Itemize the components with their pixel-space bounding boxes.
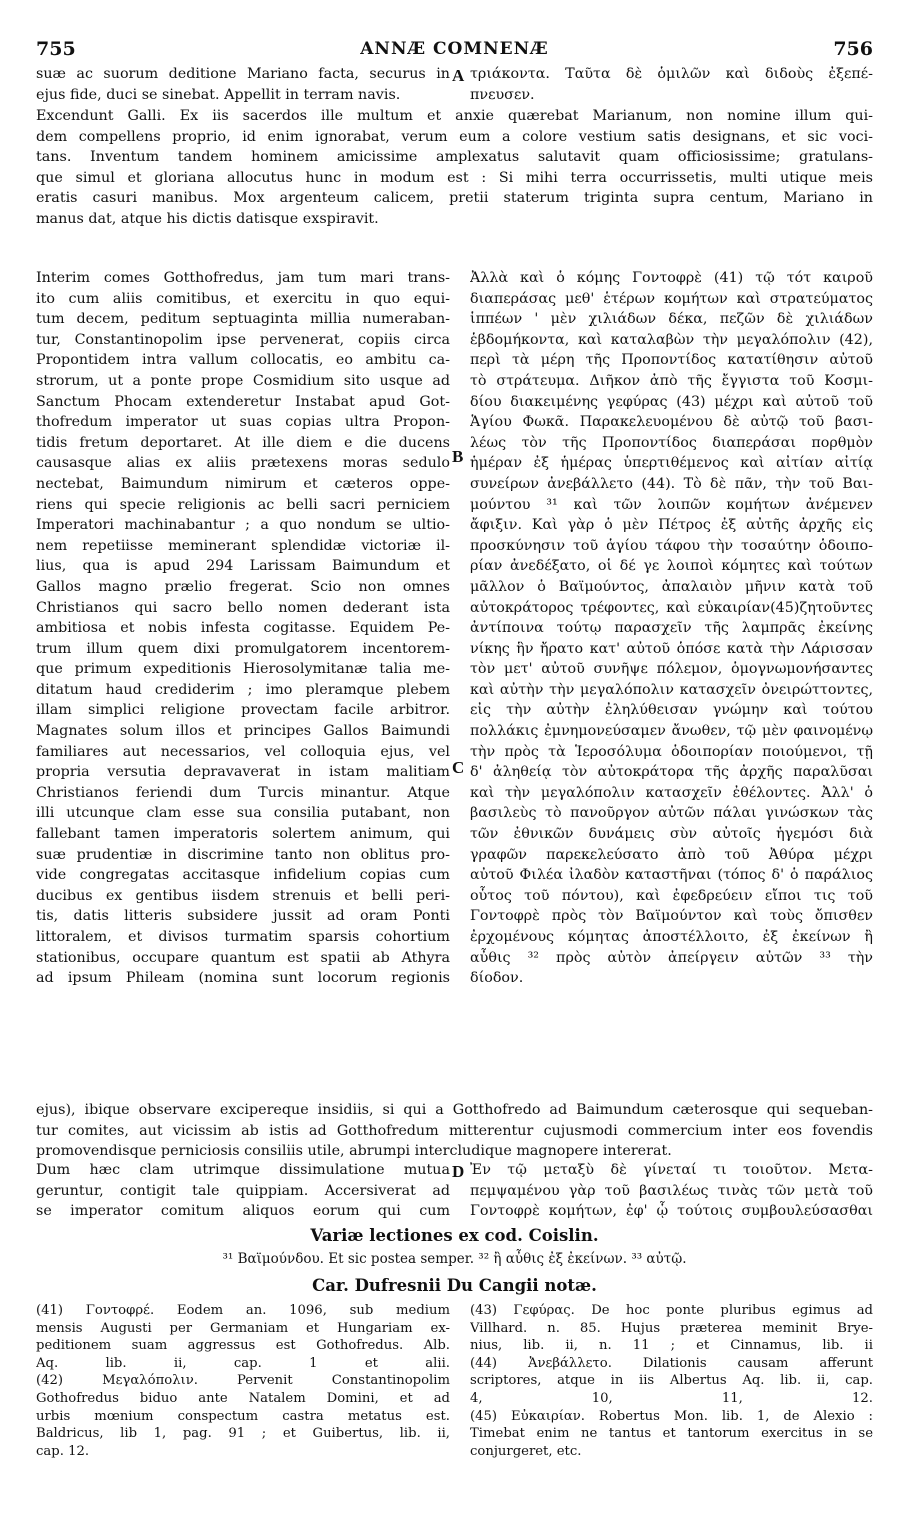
text-line: promovendisque perniciosis consiliis utile, abrumpi intercludique magnopere intererat. bbox=[36, 1143, 672, 1160]
text-line: Christianos feriendi dum Turcis minantur. Atque bbox=[36, 784, 450, 801]
text-line: nem repetiisse meminerant splendidæ victoriæ il- bbox=[36, 537, 450, 554]
text-line: cap. 12. bbox=[36, 1443, 90, 1459]
text-line: propria versutia depravaverat in istam malitiam bbox=[36, 764, 450, 781]
text-line: Magnates solum illos et principes Gallos Baimundi bbox=[36, 723, 450, 740]
text-line: τὴν πρὸς τὰ Ἱεροσόλυμα ὁδοιπορίαν ποιούμενοι, τῇ bbox=[470, 743, 873, 760]
text-line: 4, 10, 11, 12. bbox=[470, 1390, 873, 1406]
text-line: ito cum aliis comitibus, et exercitu in quo equi- bbox=[36, 290, 450, 307]
text-line: ἡμέραν ἐξ ἡμέρας ὑπερτιθέμενος καὶ αἰτίαν αἰτίᾳ bbox=[470, 455, 873, 472]
text-line: Ἐν τῷ μεταξὺ δὲ γίνεταί τι τοιοῦτον. Μετα- bbox=[470, 1162, 873, 1178]
text-line: suæ prudentiæ in discrimine tanto non oblitus pro- bbox=[36, 846, 450, 863]
text-line: αὖθις ³² πρὸς αὐτὸν ἀπείργειν αὐτῶν ³³ τὴν bbox=[470, 949, 873, 966]
text-line: γραφῶν παρεκελεύσατο ἀπὸ τοῦ Ἀθύρα μέχρι bbox=[470, 846, 873, 863]
text-line: (42) Μεγαλόπολιν. Pervenit Constantinopolim bbox=[36, 1373, 450, 1389]
text-line: ἑβδομήκοντα, καὶ καταλαβὼν τὴν μεγαλόπολιν (42), bbox=[470, 331, 873, 348]
text-line: διαπεράσας μεθ' ἑτέρων κομήτων καὶ στρατεύματος bbox=[470, 290, 873, 307]
text-line: λέως τὸν τῆς Προποντίδος διαπεράσαι πορθμὸν bbox=[470, 434, 873, 451]
text-line: que simul et gloriana allocutus hunc in modum est : Si mihi terra occurrissetis, multi utique meis bbox=[36, 169, 873, 186]
text-line: Ἀλλὰ καὶ ὁ κόμης Γοντοφρὲ (41) τῷ τότ καιροῦ bbox=[470, 270, 873, 286]
text-line: καὶ τὴν μεγαλόπολιν κατασχεῖν ἐθέλοντες. Ἀλλ' ὁ bbox=[470, 784, 873, 801]
text-line: τῶν ἐθνικῶν δυνάμεις σὺν αὐτοῖς ἡγεμόσι διὰ bbox=[470, 826, 873, 843]
variae-heading: Variæ lectiones ex cod. Coislin. bbox=[310, 1226, 599, 1245]
text-line: ejus), ibique observare excipereque insidiis, si qui a Gotthofredo ad Baimundum cæterosque qui sequeban- bbox=[36, 1102, 873, 1118]
text-line: δίοδον. bbox=[470, 970, 524, 987]
text-line: ἱππέων ' μὲν χιλιάδων δέκα, πεζῶν δὲ χιλιάδων bbox=[470, 311, 873, 328]
text-line: Gallos magno prælio fregerat. Scio non omnes bbox=[36, 578, 450, 595]
variae-text: ³¹ Βαϊμούνδου. Et sic postea semper. ³² ἢ αὖθις ἐξ ἐκείνων. ³³ αὐτῷ. bbox=[222, 1251, 687, 1267]
latin-column bbox=[36, 268, 450, 989]
text-line: ἐρχομένους κόμητας ἀποστέλλοιτο, ἐξ ἐκείνων ἢ bbox=[470, 929, 873, 945]
text-line: ἀντίποινα τούτῳ παρασχεῖν τῆς λαμπρᾶς ἐκείνης bbox=[470, 620, 873, 637]
text-line: Imperatori machinabantur ; a quo nondum se ultio- bbox=[36, 517, 450, 534]
text-line: ρίαν ἀνεδέξατο, οἱ δέ γε λοιποὶ κόμητες καὶ τούτων bbox=[470, 558, 873, 575]
greek-column bbox=[470, 268, 873, 989]
notes-left-column bbox=[36, 1302, 450, 1460]
text-line: lius, qua is apud 294 Larissam Baimundum et bbox=[36, 558, 450, 575]
text-line: illi utcunque clam esse sua consilia putabant, non bbox=[36, 805, 450, 822]
text-line: Gothofredus biduo ante Natalem Domini, et ad bbox=[36, 1390, 450, 1406]
margin-marker-c: C bbox=[452, 758, 465, 777]
text-line: Dum hæc clam utrimque dissimulatione mutua bbox=[36, 1162, 450, 1178]
margin-marker-a: A bbox=[452, 66, 465, 85]
latin-column-2 bbox=[36, 1160, 450, 1222]
text-line: (41) Γοντοφρέ. Eodem an. 1096, sub medium bbox=[36, 1303, 450, 1318]
page-header bbox=[36, 38, 873, 62]
text-line: αὐτοκράτορος τρέφοντες, καὶ εὐκαιρίαν(45)ζητοῦντες bbox=[470, 599, 873, 616]
greek-column-2 bbox=[470, 1160, 873, 1222]
running-title: ANNÆ COMNENÆ bbox=[360, 39, 549, 59]
text-line: τὸν μετ' αὐτοῦ συνῆψε πόλεμον, ὁμογνωμονήσαντες bbox=[470, 661, 873, 678]
text-line: Sanctum Phocam extenderetur Instabat apud Got- bbox=[36, 393, 450, 410]
text-line: scriptores, atque in iis Albertus Aq. lib. ii, cap. bbox=[470, 1373, 873, 1389]
text-line: πολλάκις ἐμνημονεύσαμεν ἄνωθεν, τῷ μὲν φαινομένῳ bbox=[470, 723, 873, 740]
text-line: πνευσεν. bbox=[470, 86, 535, 103]
text-line: (44) Ἀνεβάλλετο. Dilationis causam afferunt bbox=[470, 1355, 873, 1371]
text-line: Γοντοφρὲ κομήτων, ἐφ' ᾧ τούτοις συμβουλεύσασθαι bbox=[470, 1203, 873, 1220]
text-line: tum decem, peditum septuaginta millia numeraban- bbox=[36, 311, 450, 328]
text-line: geruntur, contigit tale quippiam. Accersiverat ad bbox=[36, 1182, 450, 1199]
text-line: τριάκοντα. Ταῦτα δὲ ὁμιλῶν καὶ διδοὺς ἐξεπέ- bbox=[470, 66, 873, 82]
text-line: μᾶλλον ὁ Βαϊμούντος, ἀπαλαιὸν μῆνιν κατὰ τοῦ bbox=[470, 578, 873, 595]
text-line: δίου διακειμένης γεφύρας (43) μέχρι καὶ αὐτοῦ τοῦ bbox=[470, 393, 873, 410]
text-line: manus dat, atque his dictis datisque exspiravit. bbox=[36, 210, 379, 227]
text-line: trum illum quem dixi promulgatorem incentorem- bbox=[36, 640, 450, 657]
text-line: vide congregatas accitasque infidelium copias cum bbox=[36, 867, 450, 884]
text-line: Baldricus, lib 1, pag. 91 ; et Guibertus, lib. ii, bbox=[36, 1426, 450, 1442]
text-line: tidis fretum deportaret. At ille diem e die ducens bbox=[36, 434, 450, 451]
text-line: illam simplici religione provectam facile arbitror. bbox=[36, 702, 450, 719]
text-line: strorum, ut a ponte prope Cosmidium sito usque ad bbox=[36, 372, 450, 389]
text-line: nius, lib. ii, n. 11 ; et Cinnamus, lib. ii bbox=[470, 1338, 873, 1354]
text-line: οὗτος τοῦ πόντου), καὶ ἐφεδρεύειν εἴποι τις τοῦ bbox=[470, 887, 873, 904]
text-line: Christianos qui sacro bello nomen dederant ista bbox=[36, 599, 450, 616]
text-line: tis, datis litteris subsidere jussit ad oram Ponti bbox=[36, 908, 450, 925]
text-line: ejus fide, duci se sinebat. Appellit in terram navis. bbox=[36, 86, 401, 103]
text-line: familiares aut necessarios, vel colloquia ejus, vel bbox=[36, 743, 450, 760]
text-line: dem compellens proprio, id enim ignorabat, verum eum a colore vestium satis designans, et sic voci- bbox=[36, 128, 873, 145]
text-line: Propontidem intra vallum collocatis, eo ambitu ca- bbox=[36, 352, 450, 369]
full-width-latin bbox=[36, 1100, 873, 1162]
text-line: stationibus, occupare quantum est spatii ab Athyra bbox=[36, 949, 450, 966]
text-line: αὐτοῦ Φιλέα ἰλαδὸν καταστῆναι (τόπος δ' ὁ παράλιος bbox=[470, 867, 873, 884]
text-line: ad ipsum Phileam (nomina sunt locorum regionis bbox=[36, 970, 450, 987]
text-line: thofredum imperator ut suas copias ultra Propon- bbox=[36, 414, 450, 431]
text-line: Timebat enim ne tantus et tantorum exercitus in se bbox=[470, 1426, 873, 1442]
text-line: se imperator comitum aliquos eorum qui cum bbox=[36, 1203, 450, 1220]
text-line: Ἁγίου Φωκᾶ. Παρακελευομένου δὲ αὐτῷ τοῦ βασι- bbox=[470, 414, 873, 431]
text-line: ἄφιξιν. Καὶ γὰρ ὁ μὲν Πέτρος ἐξ αὐτῆς ἀρχῆς εἰς bbox=[470, 517, 873, 534]
notes-heading: Car. Dufresnii Du Cangii notæ. bbox=[312, 1276, 597, 1295]
text-line: conjurgeret, etc. bbox=[470, 1443, 582, 1459]
text-line: τὸ στράτευμα. Διῆκον ἀπὸ τῆς ἔγγιστα τοῦ Κοσμι- bbox=[470, 372, 873, 389]
text-line: mensis Augusti per Germaniam et Hungariam ex- bbox=[36, 1320, 450, 1336]
text-line: tur, Constantinopolim ipse pervenerat, copiis circa bbox=[36, 331, 450, 348]
top-greek-half bbox=[470, 64, 873, 105]
text-line: (45) Εὐκαιρίαν. Robertus Mon. lib. 1, de Alexio : bbox=[470, 1408, 873, 1424]
notes-right-column bbox=[470, 1302, 873, 1460]
text-line: μούντου ³¹ καὶ τῶν λοιπῶν κομήτων ἀνέμενεν bbox=[470, 496, 873, 513]
text-line: littoralem, et divisos turmatim sparsis cohortium bbox=[36, 929, 450, 945]
text-line: Villhard. n. 85. Hujus præterea meminit Brye- bbox=[470, 1320, 873, 1336]
text-line: πεμψαμένου γὰρ τοῦ βασιλέως τινὰς τῶν μετὰ τοῦ bbox=[470, 1182, 873, 1199]
text-line: causasque alias ex aliis prætexens moras sedulo bbox=[36, 455, 450, 472]
margin-marker-b: B bbox=[452, 447, 464, 466]
text-line: νίκης ἣν ἤρατο κατ' αὐτοῦ ὁπόσε κατὰ τὴν Λάρισσαν bbox=[470, 640, 873, 657]
text-line: peditionem suam aggressus est Gothofredus. Alb. bbox=[36, 1338, 450, 1354]
text-line: εἰς τὴν αὐτὴν ἐληλύθεισαν γνώμην καὶ τούτου bbox=[470, 702, 873, 719]
text-line: riens qui specie religionis ac belli sacri perniciem bbox=[36, 496, 450, 513]
text-line: προσκύνησιν τοῦ ἁγίου τάφου τὴν τοσαύτην ὁδοιπο- bbox=[470, 537, 873, 554]
top-latin-half bbox=[36, 64, 450, 105]
text-line: ambitiosa et nobis infesta cogitasse. Equidem Pe- bbox=[36, 620, 450, 637]
text-line: que primum expeditionis Hierosolymitanæ talia me- bbox=[36, 661, 450, 678]
text-line: tur comites, aut vicissim ab istis ad Gotthofredum mitterentur cujusmodi commercium inter eos fovendis bbox=[36, 1122, 873, 1139]
text-line: Γοντοφρὲ πρὸς τὸν Βαϊμούντον καὶ τοὺς ὄπισθεν bbox=[470, 908, 873, 925]
text-line: περὶ τὰ μέρη τῆς Προποντίδος κατατίθησιν αὐτοῦ bbox=[470, 352, 873, 369]
text-line: Interim comes Gotthofredus, jam tum mari trans- bbox=[36, 270, 450, 286]
page-number-left: 755 bbox=[36, 38, 76, 60]
text-line: eratis casuri manibus. Mox argenteum calicem, pretii staterum triginta supra centum, Mariano in bbox=[36, 190, 873, 207]
top-latin-full bbox=[36, 106, 873, 230]
text-line: Aq. lib. ii, cap. 1 et alii. bbox=[36, 1355, 450, 1371]
text-line: (43) Γεφύρας. De hoc ponte pluribus egimus ad bbox=[470, 1303, 873, 1318]
text-line: βασιλεὺς τὸ πανοῦργον αὐτῶν πάλαι γινώσκων τὰς bbox=[470, 805, 873, 822]
text-line: fallebant tamen imperatoris solertem animum, qui bbox=[36, 826, 450, 843]
text-line: ducibus ex gentibus iisdem strenuis et belli peri- bbox=[36, 887, 450, 904]
text-line: συνείρων ἀνεβάλλετο (44). Τὸ δὲ πᾶν, τὴν τοῦ Βαι- bbox=[470, 475, 873, 492]
text-line: urbis mœnium conspectum castra metatus est. bbox=[36, 1408, 450, 1424]
text-line: tans. Inventum tandem hominem amicissime amplexatus salutavit quam officiosissime; gratulans- bbox=[36, 149, 873, 166]
margin-marker-d: D bbox=[452, 1162, 465, 1181]
text-line: nectebat, Baimundum nimirum et cæteros oppe- bbox=[36, 475, 450, 492]
text-line: suæ ac suorum deditione Mariano facta, securus in bbox=[36, 66, 450, 82]
text-line: Excendunt Galli. Ex iis sacerdos ille multum et anxie quærebat Marianum, non nomine illum qui- bbox=[36, 108, 873, 124]
text-line: δ' ἀληθείᾳ τὸν αὐτοκράτορα τῆς ἀρχῆς παραλῦσαι bbox=[470, 764, 873, 781]
text-line: καὶ αὐτὴν τὴν μεγαλόπολιν κατασχεῖν ὀνειρώττοντες, bbox=[470, 681, 873, 698]
page-number-right: 756 bbox=[833, 38, 873, 60]
text-line: ditatum haud crediderim ; imo pleramque plebem bbox=[36, 681, 450, 698]
